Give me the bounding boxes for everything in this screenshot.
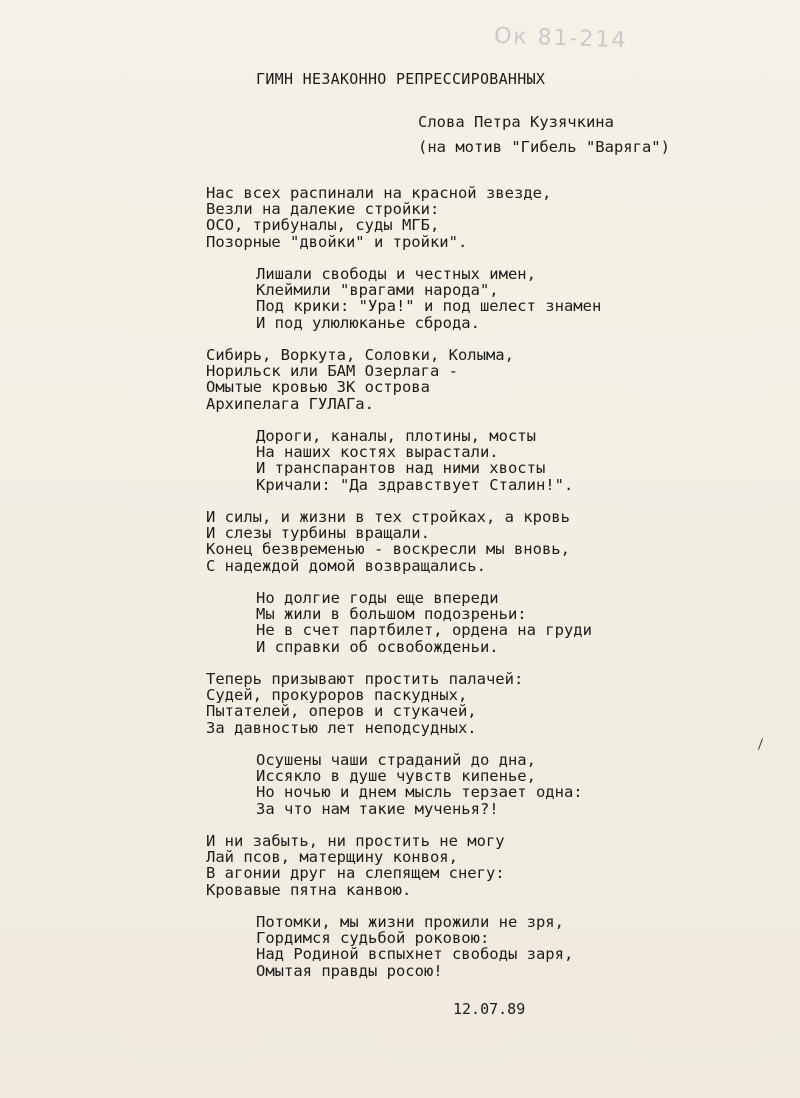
poem-line: ОСО, трибуналы, суды МГБ,	[206, 216, 440, 235]
poem-line: Осушены чаши страданий до дна,	[256, 751, 536, 769]
poem-line: Но ночью и днем мысль терзает одна:	[256, 783, 583, 802]
poem-line: На наших костях вырастали.	[256, 443, 499, 462]
poem-line: Дороги, каналы, плотины, мосты	[256, 427, 536, 445]
poem-line: Позорные "двойки" и тройки".	[206, 232, 468, 251]
poem-line: Везли на далекие стройки:	[206, 200, 440, 219]
poem-line: Лишали свободы и честных имен,	[256, 265, 536, 283]
poem-line: Над Родиной вспыхнет свободы заря,	[256, 945, 574, 964]
poem-line: Лай псов, матерщину конвоя,	[206, 848, 458, 867]
poem-line: И транспарантов над ними хвосты	[256, 459, 546, 478]
poem-line: Конец безвременью - воскресли мы вновь,	[206, 540, 570, 559]
margin-mark	[758, 738, 763, 750]
stanza	[206, 914, 601, 979]
poem-line: И под улюлюканье сброда.	[256, 313, 480, 332]
poem-line: И справки об освобожденьи.	[256, 637, 499, 656]
poem-line: Сибирь, Воркута, Соловки, Колыма,	[206, 346, 514, 364]
poem-line: Гордимся судьбой роковою:	[256, 929, 490, 948]
poem-line: Кричали: "Да здравствует Сталин!".	[256, 475, 574, 494]
melody-line: (на мотив "Гибель "Варяга")	[418, 138, 670, 156]
poem-line: Архипелага ГУЛАГа.	[206, 394, 374, 413]
poem-line: Клеймили "врагами народа",	[256, 281, 499, 300]
stanza	[206, 671, 601, 736]
poem-line: С надеждой домой возвращались.	[206, 556, 486, 575]
poem-line: Потомки, мы жизни прожили не зря,	[256, 913, 564, 931]
stanza	[206, 833, 601, 898]
archive-pencil-mark: Ок 81-214	[493, 23, 628, 54]
poem-line: И силы, и жизни в тех стройках, а кровь	[206, 508, 570, 526]
poem-line: За давностью лет неподсудных.	[206, 718, 477, 737]
poem-line: В агонии друг на слепящем снегу:	[206, 864, 505, 883]
poem-body	[206, 185, 601, 995]
poem-line: Мы жили в большом подозреньи:	[256, 605, 527, 624]
attribution	[418, 110, 670, 160]
stanza	[206, 185, 601, 250]
poem-line: Не в счет партбилет, ордена на груди	[256, 621, 592, 640]
poem-line: Омытая правды росою!	[256, 961, 443, 980]
document-date: 12.07.89	[453, 1000, 526, 1018]
poem-line: Нас всех распинали на красной звезде,	[206, 184, 552, 202]
poem-line: Судей, прокуроров паскудных,	[206, 686, 468, 705]
stanza	[206, 347, 601, 412]
poem-line: Омытые кровью ЗК острова	[206, 378, 430, 397]
stanza	[206, 266, 601, 331]
poem-line: Под крики: "Ура!" и под шелест знамен	[256, 297, 602, 316]
stanza	[206, 428, 601, 493]
poem-line: Но долгие годы еще впереди	[256, 589, 499, 607]
stanza	[206, 509, 601, 574]
poem-line: Пытателей, оперов и стукачей,	[206, 702, 477, 721]
author-line: Слова Петра Кузячкина	[418, 113, 614, 131]
poem-line: Теперь призывают простить палачей:	[206, 670, 524, 688]
poem-line: И ни забыть, ни простить не могу	[206, 832, 505, 850]
poem-line: Кровавые пятна канвою.	[206, 880, 412, 899]
poem-line: Норильск или БАМ Озерлага -	[206, 362, 458, 381]
page-title: ГИМН НЕЗАКОННО РЕПРЕССИРОВАННЫХ	[256, 70, 546, 88]
poem-line: И слезы турбины вращали.	[206, 524, 430, 543]
poem-line: За что нам такие мученья?!	[256, 799, 499, 818]
stanza	[206, 752, 601, 817]
stanza	[206, 590, 601, 655]
poem-line: Иссякло в душе чувств кипенье,	[256, 767, 536, 786]
